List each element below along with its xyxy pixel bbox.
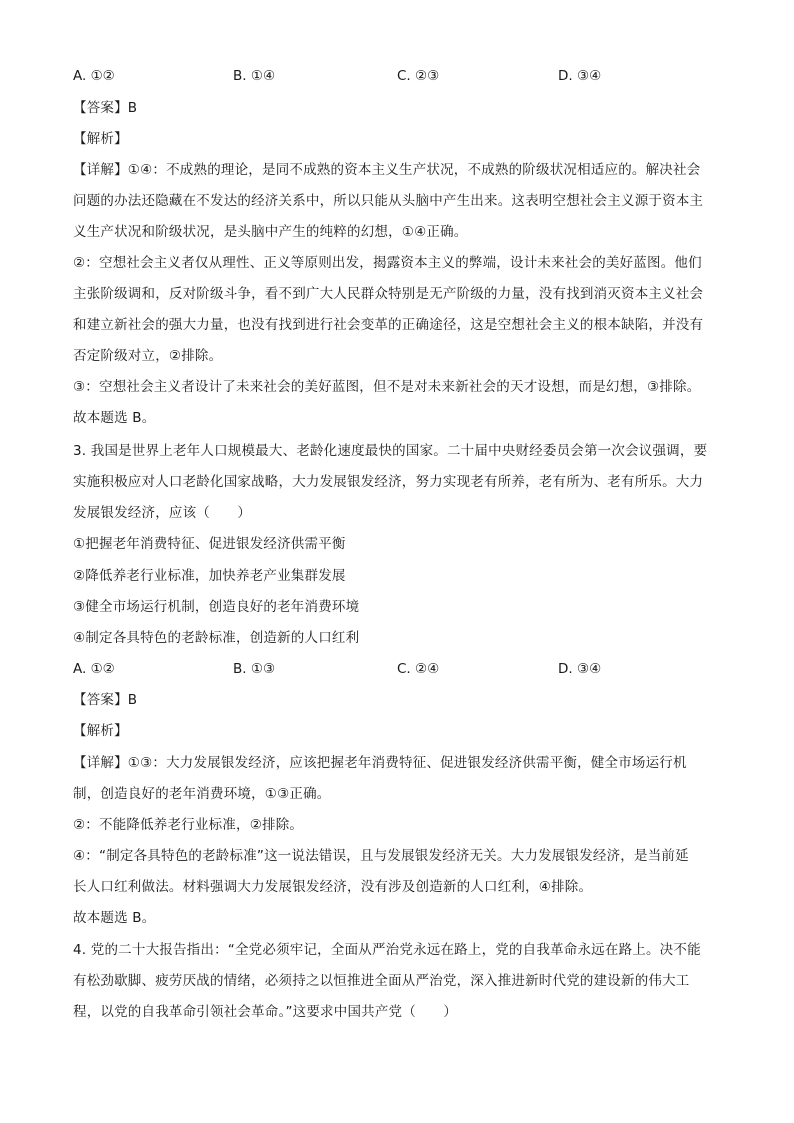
- q3-detail-line: 长人口红利做法。材料强调大力发展银发经济，没有涉及创造新的人口红利，④排除。: [73, 879, 593, 895]
- option-c: C. ②④: [397, 661, 440, 677]
- q3-conclusion: 故本题选 B。: [73, 910, 156, 926]
- q4-stem-line: 有松劲歇脚、疲劳厌战的情绪，必须持之以恒推进全面从严治党，深入推进新时代党的建设新的伟大工: [73, 973, 690, 989]
- q3-stem-line: 实施积极应对人口老龄化国家战略，大力发展银发经济，努力实现老有所养，老有所为、老有所乐。大力: [73, 474, 704, 490]
- q3-detail-line: 【详解】①③：大力发展银发经济，应该把握老年消费特征、促进银发经济供需平衡，健全市场运行机: [73, 755, 687, 771]
- option-b: B. ①③: [233, 661, 276, 677]
- option-b: B. ①④: [233, 68, 276, 84]
- option-d: D. ③④: [558, 661, 602, 677]
- q2-detail-line: 主张阶级调和，反对阶级斗争，看不到广大人民群众特别是无产阶级的力量，没有找到消灭资本主义社会: [73, 286, 704, 302]
- q2-conclusion: 故本题选 B。: [73, 410, 156, 426]
- q3-answer: 【答案】B: [73, 692, 138, 708]
- q2-detail-line: 【详解】①④：不成熟的理论，是同不成熟的资本主义生产状况，不成熟的阶级状况相适应的。解决社会: [73, 162, 701, 178]
- q3-detail-line: ②：不能降低养老行业标准，②排除。: [73, 817, 304, 833]
- q3-options: [73, 659, 733, 679]
- option-a: A. ①②: [73, 68, 115, 84]
- q3-item: ③健全市场运行机制，创造良好的老年消费环境: [73, 599, 360, 615]
- q2-detail-line: 否定阶级对立，②排除。: [73, 348, 223, 364]
- q2-detail-line: ②：空想社会主义者仅从理性、正义等原则出发，揭露资本主义的弊端，设计未来社会的美好蓝图。他们: [73, 255, 702, 271]
- q3-item: ②降低养老行业标准，加快养老产业集群发展: [73, 568, 346, 584]
- q4-stem-line: 程，以党的自我革命引领社会革命。”这要求中国共产党（ ）: [73, 1004, 458, 1020]
- q2-detail-line: ③：空想社会主义者设计了未来社会的美好蓝图，但不是对未来新社会的天才设想，而是幻想，③排除。: [73, 379, 701, 395]
- q2-detail-line: 和建立新社会的强大力量，也没有找到进行社会变革的正确途径，这是空想社会主义的根本缺陷，并没有: [73, 317, 704, 333]
- q2-analysis-label: 【解析】: [73, 131, 128, 147]
- q2-detail-line: 义生产状况和阶级状况，是头脑中产生的纯粹的幻想，①④正确。: [73, 224, 468, 240]
- q3-analysis-label: 【解析】: [73, 723, 128, 739]
- q3-item: ①把握老年消费特征、促进银发经济供需平衡: [73, 536, 346, 552]
- q4-stem-line: 4. 党的二十大报告指出：“全党必须牢记，全面从严治党永远在路上，党的自我革命永远在路上。决不能: [73, 942, 701, 958]
- q3-stem-line: 3. 我国是世界上老年人口规模最大、老龄化速度最快的国家。二十届中央财经委员会第一次会议强调，要: [73, 443, 708, 459]
- option-d: D. ③④: [558, 68, 602, 84]
- q2-options: [73, 66, 733, 86]
- q3-stem-line: 发展银发经济，应该（ ）: [73, 505, 252, 521]
- q3-detail-line: ④：“制定各具特色的老龄标准”这一说法错误，且与发展银发经济无关。大力发展银发经济，是当前延: [73, 848, 689, 864]
- q3-item: ④制定各具特色的老龄标准，创造新的人口红利: [73, 630, 360, 646]
- option-c: C. ②③: [397, 68, 440, 84]
- q2-detail-line: 问题的办法还隐藏在不发达的经济关系中，所以只能从头脑中产生出来。这表明空想社会主义源于资本主: [73, 193, 704, 209]
- q2-answer: 【答案】B: [73, 100, 138, 116]
- option-a: A. ①②: [73, 661, 115, 677]
- q3-detail-line: 制，创造良好的老年消费环境，①③正确。: [73, 786, 331, 802]
